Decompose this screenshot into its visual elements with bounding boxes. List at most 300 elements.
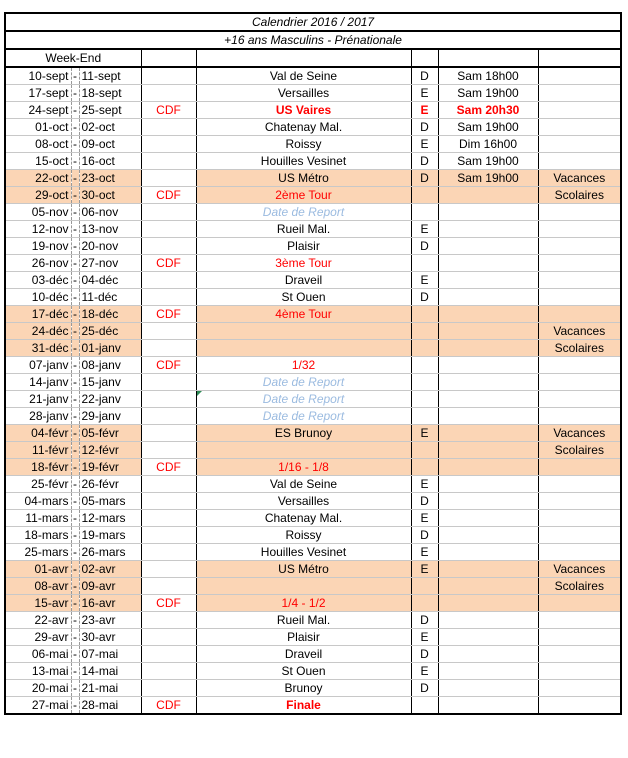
weekend-end-date: 04-déc — [79, 272, 141, 289]
page-title: Calendrier 2016 / 2017 — [5, 13, 621, 31]
weekend-end-date: 23-oct — [79, 170, 141, 187]
time-cell — [438, 697, 538, 715]
notes-cell: Vacances — [538, 561, 621, 578]
weekend-end-date: 01-janv — [79, 340, 141, 357]
cdf-cell: CDF — [141, 102, 196, 119]
notes-cell — [538, 67, 621, 85]
date-separator: - — [73, 426, 77, 440]
time-cell — [438, 476, 538, 493]
cdf-cell — [141, 561, 196, 578]
weekend-end-date: 19-févr — [79, 459, 141, 476]
date-separator: - — [73, 171, 77, 185]
weekend-start-date: 11-févr — [5, 442, 71, 459]
table-row — [5, 425, 621, 442]
notes-cell — [538, 527, 621, 544]
venue-cell: E — [411, 425, 438, 442]
time-cell — [438, 629, 538, 646]
table-row — [5, 459, 621, 476]
opponent-cell: Roissy — [196, 527, 411, 544]
weekend-start-date: 15-oct — [5, 153, 71, 170]
weekend-start-date: 22-oct — [5, 170, 71, 187]
weekend-end-date: 06-nov — [79, 204, 141, 221]
table-row — [5, 136, 621, 153]
weekend-start-date: 29-oct — [5, 187, 71, 204]
opponent-cell: St Ouen — [196, 289, 411, 306]
weekend-start-date: 24-déc — [5, 323, 71, 340]
calendar-sheet — [4, 12, 622, 715]
opponent-cell: Rueil Mal. — [196, 221, 411, 238]
notes-cell — [538, 238, 621, 255]
time-cell — [438, 595, 538, 612]
venue-cell: D — [411, 170, 438, 187]
weekend-end-date: 02-avr — [79, 561, 141, 578]
weekend-start-date: 28-janv — [5, 408, 71, 425]
weekend-end-date: 18-sept — [79, 85, 141, 102]
weekend-start-date: 18-févr — [5, 459, 71, 476]
time-cell: Sam 18h00 — [438, 67, 538, 85]
cdf-cell: CDF — [141, 459, 196, 476]
notes-cell — [538, 204, 621, 221]
venue-cell — [411, 306, 438, 323]
cdf-cell — [141, 374, 196, 391]
venue-cell: D — [411, 238, 438, 255]
venue-cell: D — [411, 67, 438, 85]
table-row — [5, 680, 621, 697]
date-separator: - — [73, 528, 77, 542]
weekend-end-date: 26-mars — [79, 544, 141, 561]
cdf-cell — [141, 170, 196, 187]
opponent-cell: Date de Report — [196, 204, 411, 221]
opponent-cell: Houilles Vesinet — [196, 544, 411, 561]
table-row — [5, 527, 621, 544]
venue-cell — [411, 187, 438, 204]
notes-cell: Vacances — [538, 425, 621, 442]
weekend-start-date: 07-janv — [5, 357, 71, 374]
notes-cell: Vacances — [538, 323, 621, 340]
date-separator: - — [73, 545, 77, 559]
opponent-cell: 1/16 - 1/8 — [196, 459, 411, 476]
weekend-end-date: 12-févr — [79, 442, 141, 459]
weekend-start-date: 03-déc — [5, 272, 71, 289]
venue-cell — [411, 408, 438, 425]
opponent-cell: Finale — [196, 697, 411, 715]
venue-cell: D — [411, 153, 438, 170]
notes-cell — [538, 612, 621, 629]
table-row — [5, 697, 621, 715]
venue-cell — [411, 459, 438, 476]
table-row — [5, 663, 621, 680]
weekend-end-date: 18-déc — [79, 306, 141, 323]
time-cell — [438, 204, 538, 221]
date-separator: - — [73, 562, 77, 576]
opponent-cell: 1/4 - 1/2 — [196, 595, 411, 612]
cdf-cell — [141, 119, 196, 136]
table-row — [5, 306, 621, 323]
time-cell: Sam 19h00 — [438, 170, 538, 187]
table-row — [5, 561, 621, 578]
venue-cell: D — [411, 680, 438, 697]
notes-cell — [538, 629, 621, 646]
date-separator: - — [73, 290, 77, 304]
date-separator: - — [73, 120, 77, 134]
venue-cell — [411, 578, 438, 595]
opponent-cell: Versailles — [196, 493, 411, 510]
date-separator: - — [73, 443, 77, 457]
notes-cell — [538, 680, 621, 697]
table-row — [5, 238, 621, 255]
opponent-cell: St Ouen — [196, 663, 411, 680]
date-separator: - — [73, 188, 77, 202]
time-cell: Sam 19h00 — [438, 119, 538, 136]
weekend-start-date: 18-mars — [5, 527, 71, 544]
time-cell — [438, 408, 538, 425]
opponent-cell — [196, 442, 411, 459]
time-cell — [438, 459, 538, 476]
weekend-start-date: 04-févr — [5, 425, 71, 442]
week-end-header: Week-End — [5, 49, 141, 67]
cdf-cell — [141, 204, 196, 221]
venue-cell — [411, 697, 438, 715]
opponent-cell: Date de Report — [196, 408, 411, 425]
weekend-end-date: 12-mars — [79, 510, 141, 527]
table-row — [5, 595, 621, 612]
opponent-cell: US Vaires — [196, 102, 411, 119]
time-cell — [438, 289, 538, 306]
notes-cell — [538, 289, 621, 306]
time-cell — [438, 493, 538, 510]
weekend-end-date: 25-sept — [79, 102, 141, 119]
cdf-cell — [141, 391, 196, 408]
weekend-start-date: 14-janv — [5, 374, 71, 391]
weekend-end-date: 05-févr — [79, 425, 141, 442]
weekend-start-date: 24-sept — [5, 102, 71, 119]
weekend-start-date: 21-janv — [5, 391, 71, 408]
date-separator: - — [73, 222, 77, 236]
weekend-end-date: 16-oct — [79, 153, 141, 170]
time-cell — [438, 612, 538, 629]
weekend-end-date: 13-nov — [79, 221, 141, 238]
notes-cell — [538, 221, 621, 238]
date-separator: - — [73, 681, 77, 695]
weekend-start-date: 15-avr — [5, 595, 71, 612]
opponent-cell: Date de Report — [196, 391, 411, 408]
venue-cell: E — [411, 510, 438, 527]
table-row — [5, 85, 621, 102]
table-row — [5, 289, 621, 306]
time-cell — [438, 187, 538, 204]
time-cell — [438, 561, 538, 578]
cdf-cell — [141, 153, 196, 170]
venue-cell — [411, 391, 438, 408]
opponent-cell: Rueil Mal. — [196, 612, 411, 629]
weekend-end-date: 02-oct — [79, 119, 141, 136]
date-separator: - — [73, 647, 77, 661]
opponent-cell: Houilles Vesinet — [196, 153, 411, 170]
weekend-start-date: 22-avr — [5, 612, 71, 629]
opponent-cell: Val de Seine — [196, 476, 411, 493]
notes-cell: Scolaires — [538, 340, 621, 357]
date-separator: - — [73, 324, 77, 338]
date-separator: - — [73, 511, 77, 525]
notes-cell — [538, 663, 621, 680]
table-row — [5, 67, 621, 85]
weekend-end-date: 26-févr — [79, 476, 141, 493]
cdf-cell — [141, 221, 196, 238]
table-row — [5, 357, 621, 374]
header-blank-notes — [538, 49, 621, 67]
cdf-cell — [141, 136, 196, 153]
notes-cell — [538, 136, 621, 153]
table-row — [5, 476, 621, 493]
venue-cell — [411, 595, 438, 612]
time-cell — [438, 425, 538, 442]
cdf-cell — [141, 612, 196, 629]
notes-cell — [538, 85, 621, 102]
time-cell — [438, 442, 538, 459]
weekend-end-date: 14-mai — [79, 663, 141, 680]
notes-cell: Scolaires — [538, 578, 621, 595]
time-cell — [438, 340, 538, 357]
venue-cell: D — [411, 289, 438, 306]
weekend-end-date: 11-sept — [79, 67, 141, 85]
opponent-cell: Brunoy — [196, 680, 411, 697]
opponent-cell: Date de Report — [196, 374, 411, 391]
cdf-cell — [141, 680, 196, 697]
time-cell — [438, 680, 538, 697]
opponent-cell: US Métro — [196, 170, 411, 187]
weekend-start-date: 25-févr — [5, 476, 71, 493]
notes-cell: Scolaires — [538, 187, 621, 204]
date-separator: - — [73, 664, 77, 678]
notes-cell: Vacances — [538, 170, 621, 187]
weekend-start-date: 08-avr — [5, 578, 71, 595]
date-separator: - — [73, 613, 77, 627]
cdf-cell — [141, 476, 196, 493]
cdf-cell — [141, 85, 196, 102]
weekend-end-date: 15-janv — [79, 374, 141, 391]
weekend-end-date: 16-avr — [79, 595, 141, 612]
date-separator: - — [73, 137, 77, 151]
date-separator: - — [73, 596, 77, 610]
notes-cell — [538, 306, 621, 323]
weekend-start-date: 01-oct — [5, 119, 71, 136]
time-cell — [438, 323, 538, 340]
table-row — [5, 578, 621, 595]
weekend-start-date: 01-avr — [5, 561, 71, 578]
time-cell — [438, 255, 538, 272]
cdf-cell — [141, 67, 196, 85]
venue-cell: E — [411, 629, 438, 646]
opponent-cell: ES Brunoy — [196, 425, 411, 442]
notes-cell: Scolaires — [538, 442, 621, 459]
cdf-cell — [141, 238, 196, 255]
venue-cell — [411, 374, 438, 391]
notes-cell — [538, 357, 621, 374]
venue-cell: E — [411, 272, 438, 289]
comment-marker — [197, 391, 202, 396]
cdf-cell — [141, 425, 196, 442]
weekend-start-date: 10-sept — [5, 67, 71, 85]
opponent-cell: Draveil — [196, 272, 411, 289]
date-separator: - — [73, 341, 77, 355]
date-separator: - — [73, 103, 77, 117]
date-separator: - — [73, 392, 77, 406]
time-cell — [438, 238, 538, 255]
time-cell: Sam 19h00 — [438, 85, 538, 102]
notes-cell — [538, 459, 621, 476]
date-separator: - — [73, 154, 77, 168]
venue-cell: E — [411, 221, 438, 238]
venue-cell: D — [411, 119, 438, 136]
date-separator: - — [73, 494, 77, 508]
notes-cell — [538, 391, 621, 408]
weekend-start-date: 26-nov — [5, 255, 71, 272]
venue-cell: E — [411, 476, 438, 493]
notes-cell — [538, 374, 621, 391]
time-cell — [438, 510, 538, 527]
table-row — [5, 442, 621, 459]
table-row — [5, 340, 621, 357]
cdf-cell — [141, 578, 196, 595]
weekend-end-date: 19-mars — [79, 527, 141, 544]
cdf-cell — [141, 510, 196, 527]
notes-cell — [538, 153, 621, 170]
notes-cell — [538, 510, 621, 527]
weekend-start-date: 13-mai — [5, 663, 71, 680]
cdf-cell — [141, 493, 196, 510]
notes-cell — [538, 408, 621, 425]
table-row — [5, 612, 621, 629]
date-separator: - — [73, 630, 77, 644]
weekend-start-date: 12-nov — [5, 221, 71, 238]
cdf-cell: CDF — [141, 595, 196, 612]
venue-cell: D — [411, 612, 438, 629]
time-cell — [438, 527, 538, 544]
weekend-end-date: 28-mai — [79, 697, 141, 715]
weekend-end-date: 23-avr — [79, 612, 141, 629]
venue-cell: D — [411, 493, 438, 510]
date-separator: - — [73, 375, 77, 389]
venue-cell: E — [411, 85, 438, 102]
weekend-end-date: 20-nov — [79, 238, 141, 255]
header-blank-time — [438, 49, 538, 67]
notes-cell — [538, 102, 621, 119]
opponent-cell: Plaisir — [196, 629, 411, 646]
header-blank-cdf — [141, 49, 196, 67]
weekend-end-date: 22-janv — [79, 391, 141, 408]
notes-cell — [538, 646, 621, 663]
date-separator: - — [73, 239, 77, 253]
table-row — [5, 170, 621, 187]
cdf-cell — [141, 544, 196, 561]
cdf-cell — [141, 663, 196, 680]
cdf-cell: CDF — [141, 187, 196, 204]
venue-cell: D — [411, 527, 438, 544]
opponent-cell: 1/32 — [196, 357, 411, 374]
cdf-cell — [141, 408, 196, 425]
weekend-end-date: 07-mai — [79, 646, 141, 663]
table-row — [5, 221, 621, 238]
opponent-cell — [196, 323, 411, 340]
time-cell: Dim 16h00 — [438, 136, 538, 153]
time-cell — [438, 544, 538, 561]
notes-cell — [538, 476, 621, 493]
venue-cell — [411, 357, 438, 374]
notes-cell — [538, 493, 621, 510]
weekend-end-date: 08-janv — [79, 357, 141, 374]
weekend-start-date: 20-mai — [5, 680, 71, 697]
venue-cell — [411, 255, 438, 272]
weekend-end-date: 25-déc — [79, 323, 141, 340]
date-separator: - — [73, 698, 77, 712]
time-cell: Sam 20h30 — [438, 102, 538, 119]
header-blank-opponent — [196, 49, 411, 67]
cdf-cell: CDF — [141, 255, 196, 272]
time-cell — [438, 357, 538, 374]
table-row — [5, 153, 621, 170]
cdf-cell: CDF — [141, 357, 196, 374]
weekend-start-date: 19-nov — [5, 238, 71, 255]
table-row — [5, 493, 621, 510]
opponent-cell: Roissy — [196, 136, 411, 153]
weekend-start-date: 08-oct — [5, 136, 71, 153]
venue-cell — [411, 340, 438, 357]
table-row — [5, 391, 621, 408]
opponent-cell: 2ème Tour — [196, 187, 411, 204]
table-row — [5, 408, 621, 425]
cdf-cell — [141, 629, 196, 646]
date-separator: - — [73, 477, 77, 491]
date-separator: - — [73, 86, 77, 100]
venue-cell: D — [411, 646, 438, 663]
opponent-cell: 3ème Tour — [196, 255, 411, 272]
cdf-cell — [141, 340, 196, 357]
opponent-cell: Val de Seine — [196, 67, 411, 85]
weekend-start-date: 29-avr — [5, 629, 71, 646]
time-cell — [438, 663, 538, 680]
venue-cell: E — [411, 561, 438, 578]
cdf-cell — [141, 646, 196, 663]
venue-cell: E — [411, 136, 438, 153]
cdf-cell: CDF — [141, 697, 196, 715]
venue-cell: E — [411, 544, 438, 561]
weekend-start-date: 31-déc — [5, 340, 71, 357]
opponent-cell: Plaisir — [196, 238, 411, 255]
notes-cell — [538, 272, 621, 289]
opponent-cell: US Métro — [196, 561, 411, 578]
table-row — [5, 255, 621, 272]
venue-cell — [411, 204, 438, 221]
table-row — [5, 646, 621, 663]
opponent-cell — [196, 340, 411, 357]
time-cell — [438, 646, 538, 663]
header-blank-venue — [411, 49, 438, 67]
time-cell — [438, 306, 538, 323]
weekend-start-date: 05-nov — [5, 204, 71, 221]
notes-cell — [538, 697, 621, 715]
venue-cell: E — [411, 102, 438, 119]
table-row — [5, 272, 621, 289]
date-separator: - — [73, 307, 77, 321]
weekend-end-date: 30-oct — [79, 187, 141, 204]
table-row — [5, 102, 621, 119]
opponent-cell — [196, 578, 411, 595]
time-cell: Sam 19h00 — [438, 153, 538, 170]
cdf-cell — [141, 527, 196, 544]
time-cell — [438, 391, 538, 408]
table-row — [5, 510, 621, 527]
weekend-end-date: 30-avr — [79, 629, 141, 646]
